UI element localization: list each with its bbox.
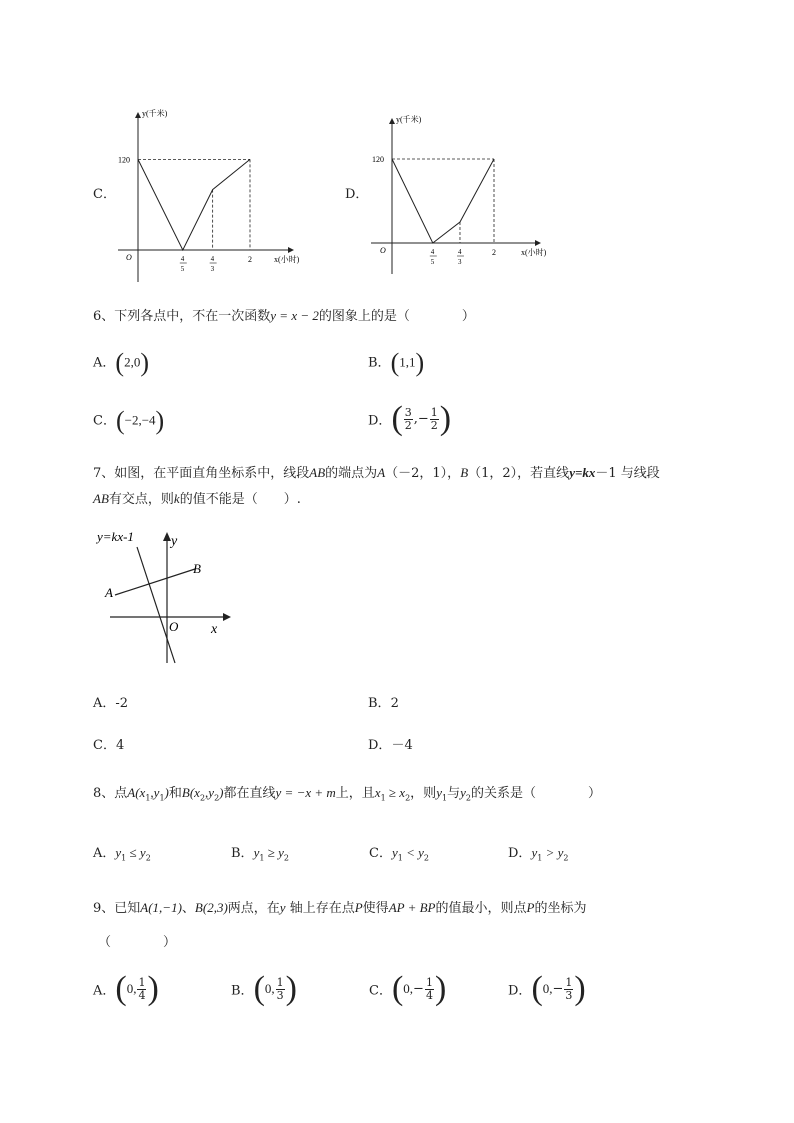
origin-label: O — [380, 246, 386, 255]
origin-label: O — [169, 619, 179, 634]
q6-stem: 6、下列各点中，不在一次函数y = x − 2的图象上的是（ ） — [93, 308, 475, 324]
q7-stem-line2: AB有交点，则k的值不能是（ ）. — [93, 491, 301, 507]
q8-option-b[interactable]: B．$y_1 \ge y_2$ — [231, 845, 289, 863]
q6-option-d[interactable]: D．( $\frac{3}{2}$ ,− $\frac{1}{2}$ ) — [368, 400, 452, 437]
x-tick-num: 4 — [180, 255, 185, 263]
q9-stem-line2: （ ） — [98, 935, 177, 950]
q6-option-b[interactable]: B．(1,1) — [368, 348, 425, 377]
q7-option-c[interactable]: C．4 — [93, 738, 125, 753]
x-tick-den: 5 — [180, 265, 185, 273]
y-axis-label: y(千米) — [396, 115, 422, 124]
q8-option-a[interactable]: A．$y_1 \le y_2$ — [93, 845, 151, 863]
x-tick-den: 3 — [210, 265, 215, 273]
y-axis-arrow — [389, 118, 395, 124]
x-axis-label: x(小时) — [274, 255, 300, 264]
x-tick-den: 3 — [457, 258, 462, 266]
point-a-label: A — [105, 585, 113, 600]
q7-option-d[interactable]: D．－4 — [368, 738, 413, 753]
q6-option-a[interactable]: A．(2,0) — [93, 348, 149, 377]
x-tick-den: 5 — [430, 258, 435, 266]
segment-ab — [115, 569, 195, 595]
x-tick-label: 2 — [248, 255, 252, 264]
y-axis-arrow — [135, 112, 141, 118]
x-axis-arrow — [288, 247, 294, 253]
y-tick-label: 120 — [372, 155, 384, 164]
q9-option-a[interactable]: A．(0, $\frac{1}{4}$ ) — [93, 970, 159, 1007]
q8-option-d[interactable]: D．$y_1 > y_2$ — [508, 845, 569, 863]
q9-option-d[interactable]: D．(0,− $\frac{1}{3}$ ) — [508, 970, 586, 1007]
q7-option-a[interactable]: A．-2 — [93, 696, 129, 711]
distance-polyline — [392, 159, 494, 243]
q7-stem-line1: 7、如图，在平面直角坐标系中，线段AB的端点为A（－2，1），B（1，2），若直线y=kx－1 与线段 — [93, 465, 660, 481]
q9-stem-line1: 9、已知A(1,−1)、B(2,3)两点，在y 轴上存在点P使得AP + BP的值最小，则点P的坐标为 — [93, 900, 587, 916]
distance-polyline — [138, 159, 250, 250]
q9-option-c[interactable]: C．(0,− $\frac{1}{4}$ ) — [369, 970, 447, 1007]
q7-figure — [95, 525, 235, 670]
x-tick-label: 2 — [492, 248, 496, 257]
x-axis-label: x — [211, 622, 218, 637]
x-axis-label: x(小时) — [521, 248, 547, 257]
y-axis-label: y — [171, 534, 178, 549]
q8-option-c[interactable]: C．$y_1 < y_2$ — [369, 845, 429, 863]
x-axis-arrow — [535, 240, 541, 246]
q9-option-b[interactable]: B．(0, $\frac{1}{3}$ ) — [231, 970, 297, 1007]
point-b-label: B — [193, 561, 201, 576]
line-kx-1 — [137, 547, 175, 663]
x-tick-num: 4 — [430, 248, 435, 256]
q5-option-c-graph — [110, 100, 310, 290]
q7-option-b[interactable]: B．2 — [368, 696, 399, 711]
origin-label: O — [126, 253, 132, 262]
q5-option-c-label: C． — [93, 187, 116, 202]
line-label: y=kx-1 — [97, 529, 134, 544]
y-axis-label: y(千米) — [142, 109, 168, 118]
x-tick-num: 4 — [210, 255, 215, 263]
x-axis-arrow — [223, 613, 231, 621]
x-tick-num: 4 — [457, 248, 462, 256]
q8-stem: 8、点$A(x_1,y_1)$和$B(x_2,y_2)$都在直线y = −x + m上，且$x_1 \ge x_2$，则$y_1$与$y_2$的关系是（ ） — [93, 785, 601, 803]
y-axis-arrow — [163, 532, 171, 541]
q6-option-c[interactable]: C．(−2,−4) — [93, 406, 165, 435]
q5-option-d-graph — [365, 108, 550, 283]
y-tick-label: 120 — [118, 155, 130, 165]
q5-option-d-label: D． — [345, 187, 369, 202]
